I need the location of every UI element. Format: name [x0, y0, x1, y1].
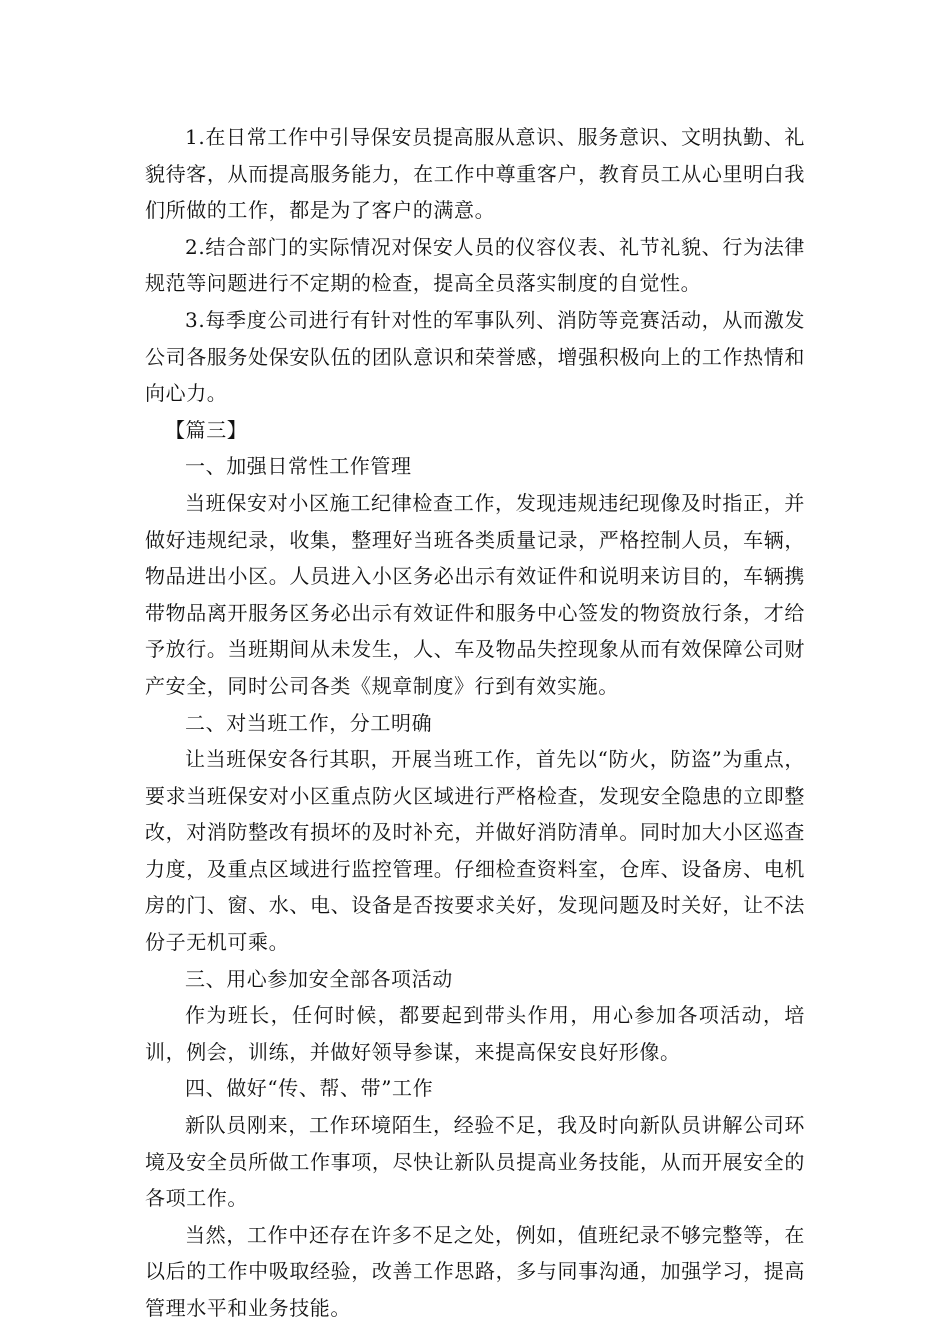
- paragraph-item-1: 1.在日常工作中引导保安员提高服从意识、服务意识、文明执勤、礼貌待客，从而提高服务能力，在工作中尊重客户，教育员工从心里明白我们所做的工作，都是为了客户的满意。: [145, 125, 805, 223]
- section-body-4: 新队员刚来，工作环境陌生，经验不足，我及时向新队员讲解公司环境及安全员所做工作事项，尽快让新队员提高业务技能，从而开展安全的各项工作。: [145, 1113, 805, 1211]
- section-heading-1: 一、加强日常性工作管理: [185, 454, 412, 479]
- paragraph-item-3: 3.每季度公司进行有针对性的军事队列、消防等竞赛活动，从而激发公司各服务处保安队伍的团队意识和荣誉感，增强积极向上的工作热情和向心力。: [145, 307, 805, 406]
- section-body-1: 当班保安对小区施工纪律检查工作，发现违规违纪现像及时指正，并做好违规纪录，收集，整理好当班各类质量记录，严格控制人员，车辆，物品进出小区。人员进入小区务必出示有效证件和说明来访目的，车辆携带物品离开服务区务必出示有效证件和服务中心签发的物资放行条，才给予放行。当班期间从未发生，人、车及物品失控现象从而有效保障公司财产安全，同时公司各类《规章制度》行到有效实施。: [145, 490, 805, 698]
- section-heading-2: 二、对当班工作，分工明确: [185, 710, 433, 735]
- paragraph-item-2: 2.结合部门的实际情况对保安人员的仪容仪表、礼节礼貌、行为法律规范等问题进行不定期的检查，提高全员落实制度的自觉性。: [145, 234, 805, 296]
- document-body: [145, 119, 805, 1327]
- section-body-2: 让当班保安各行其职，开展当班工作，首先以“防火，防盗”为重点，要求当班保安对小区重点防火区域进行严格检查，发现安全隐患的立即整改，对消防整改有损坏的及时补充，并做好消防清单。同时加大小区巡查力度，及重点区域进行监控管理。仔细检查资料室，仓库、设备房、电机房的门、窗、水、电、设备是否按要求关好，发现问题及时关好，让不法份子无机可乘。: [145, 747, 805, 955]
- closing-paragraph: 当然，工作中还存在许多不足之处，例如，值班纪录不够完整等，在以后的工作中吸取经验，改善工作思路，多与同事沟通，加强学习，提高管理水平和业务技能。: [145, 1222, 805, 1320]
- section-tag: 【篇三】: [165, 417, 248, 442]
- section-heading-3: 三、用心参加安全部各项活动: [185, 966, 453, 991]
- section-body-3: 作为班长，任何时候，都要起到带头作用，用心参加各项活动，培训，例会，训练，并做好领导参谋，来提高保安良好形像。: [145, 1003, 805, 1064]
- section-heading-4: 四、做好“传、帮、带”工作: [185, 1076, 434, 1101]
